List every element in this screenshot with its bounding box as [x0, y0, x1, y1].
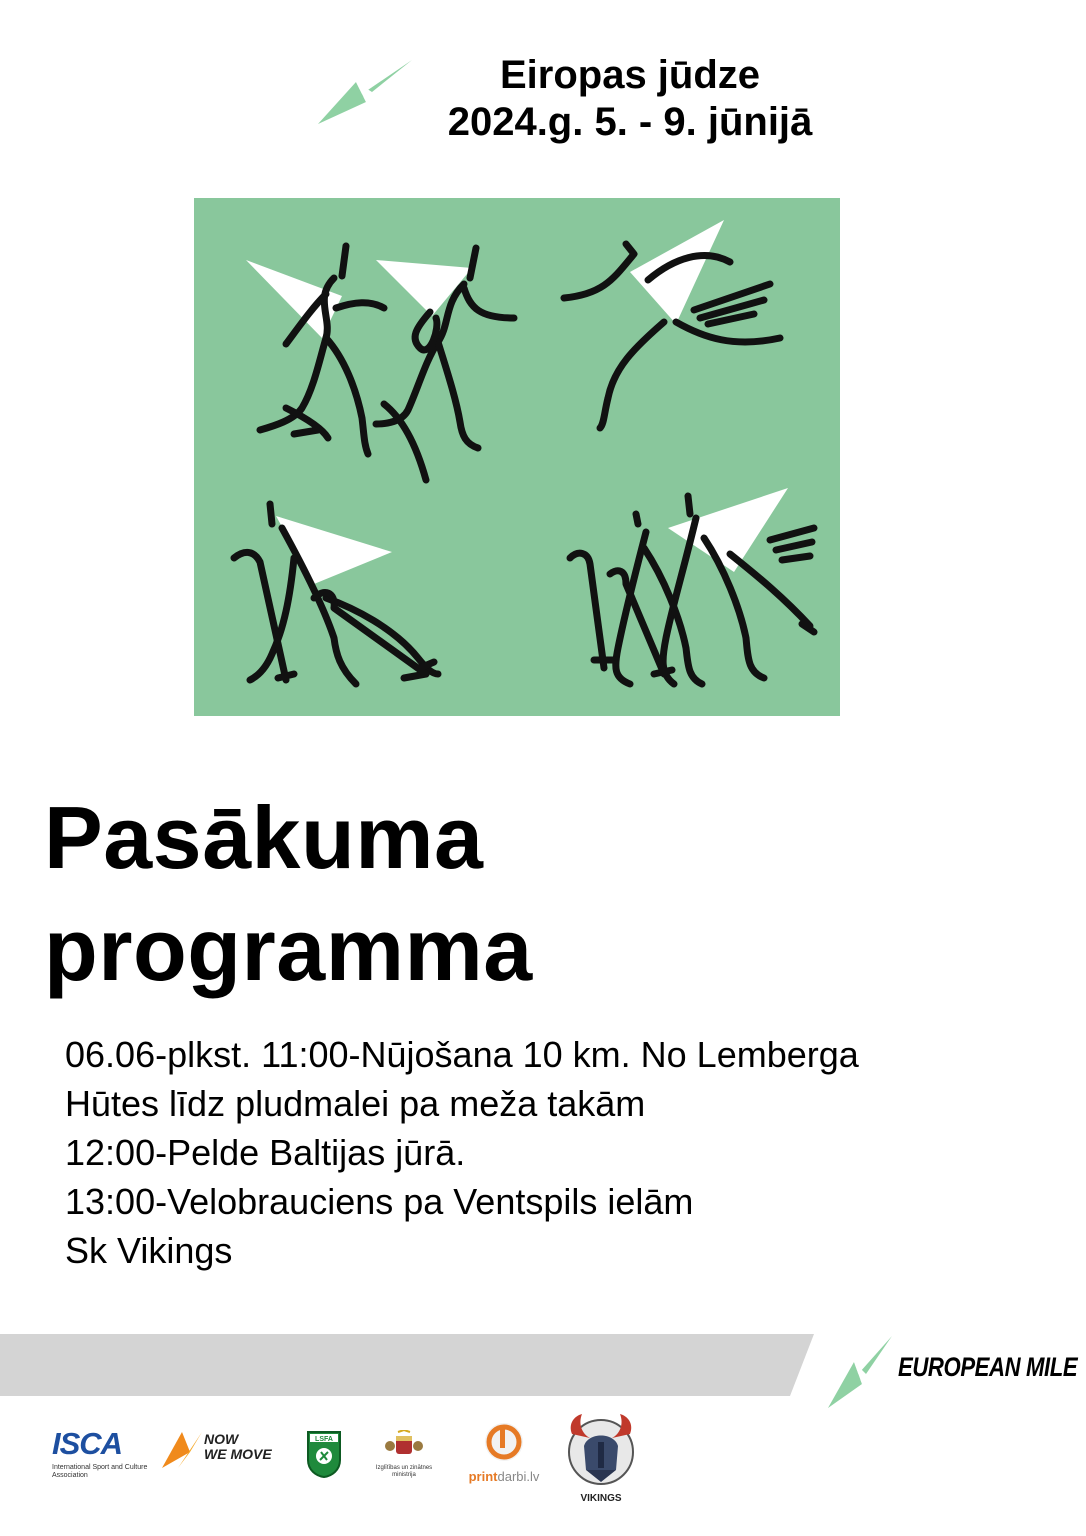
- european-mile-brand: EUROPEAN MILE: [898, 1352, 1078, 1382]
- isca-logo: [52, 1426, 152, 1480]
- walkers-illustration: [194, 198, 840, 716]
- now-we-move-icon: [160, 1428, 204, 1472]
- lsfa-shield-icon: [306, 1430, 342, 1478]
- printdarbi-text: [462, 1469, 546, 1484]
- now-we-move-line2: WE MOVE: [204, 1446, 272, 1462]
- printdarbi-logo: [462, 1420, 546, 1484]
- schedule-line: Sk Vikings: [65, 1230, 233, 1271]
- schedule-line: 12:00-Pelde Baltijas jūrā.: [65, 1132, 466, 1173]
- schedule-line: 06.06-plkst. 11:00-Nūjošana 10 km. No Lemberga: [65, 1034, 859, 1075]
- lsfa-text: LSFA: [315, 1436, 333, 1443]
- event-name: Eiropas jūdze: [499, 53, 761, 97]
- schedule-line: 13:00-Velobrauciens pa Ventspils ielām: [65, 1181, 694, 1222]
- vikings-text: VIKINGS: [580, 1493, 622, 1504]
- now-we-move-line1: NOW: [204, 1431, 239, 1447]
- program-title-line1: Pasākuma: [44, 788, 484, 887]
- event-header: [420, 52, 940, 146]
- printdarbi-brand: print: [468, 1469, 498, 1484]
- now-we-move-logo: [160, 1428, 274, 1472]
- vikings-helmet-icon: [562, 1412, 640, 1492]
- european-mile-footer-logo-icon: [826, 1334, 896, 1410]
- schedule-line: Hūtes līdz pludmalei pa meža takām: [65, 1083, 646, 1124]
- printdarbi-icon: [481, 1420, 527, 1464]
- ministry-coat-of-arms-icon: [384, 1430, 424, 1460]
- program-title: [44, 782, 533, 1006]
- ministry-logo: [372, 1430, 436, 1479]
- printdarbi-domain: darbi.lv: [497, 1469, 540, 1484]
- isca-mark: ISCA: [52, 1426, 123, 1461]
- vikings-logo: [562, 1412, 640, 1504]
- program-schedule: [65, 1030, 1045, 1275]
- program-title-line2: programma: [44, 900, 533, 999]
- european-mile-logo-icon: [316, 58, 416, 128]
- ministry-name: Izglītības un zinātnes ministrija: [375, 1465, 433, 1478]
- hero-illustration: [194, 198, 840, 716]
- event-dates: 2024.g. 5. - 9. jūnijā: [447, 100, 813, 144]
- isca-subtitle: International Sport and Culture Association: [52, 1464, 148, 1479]
